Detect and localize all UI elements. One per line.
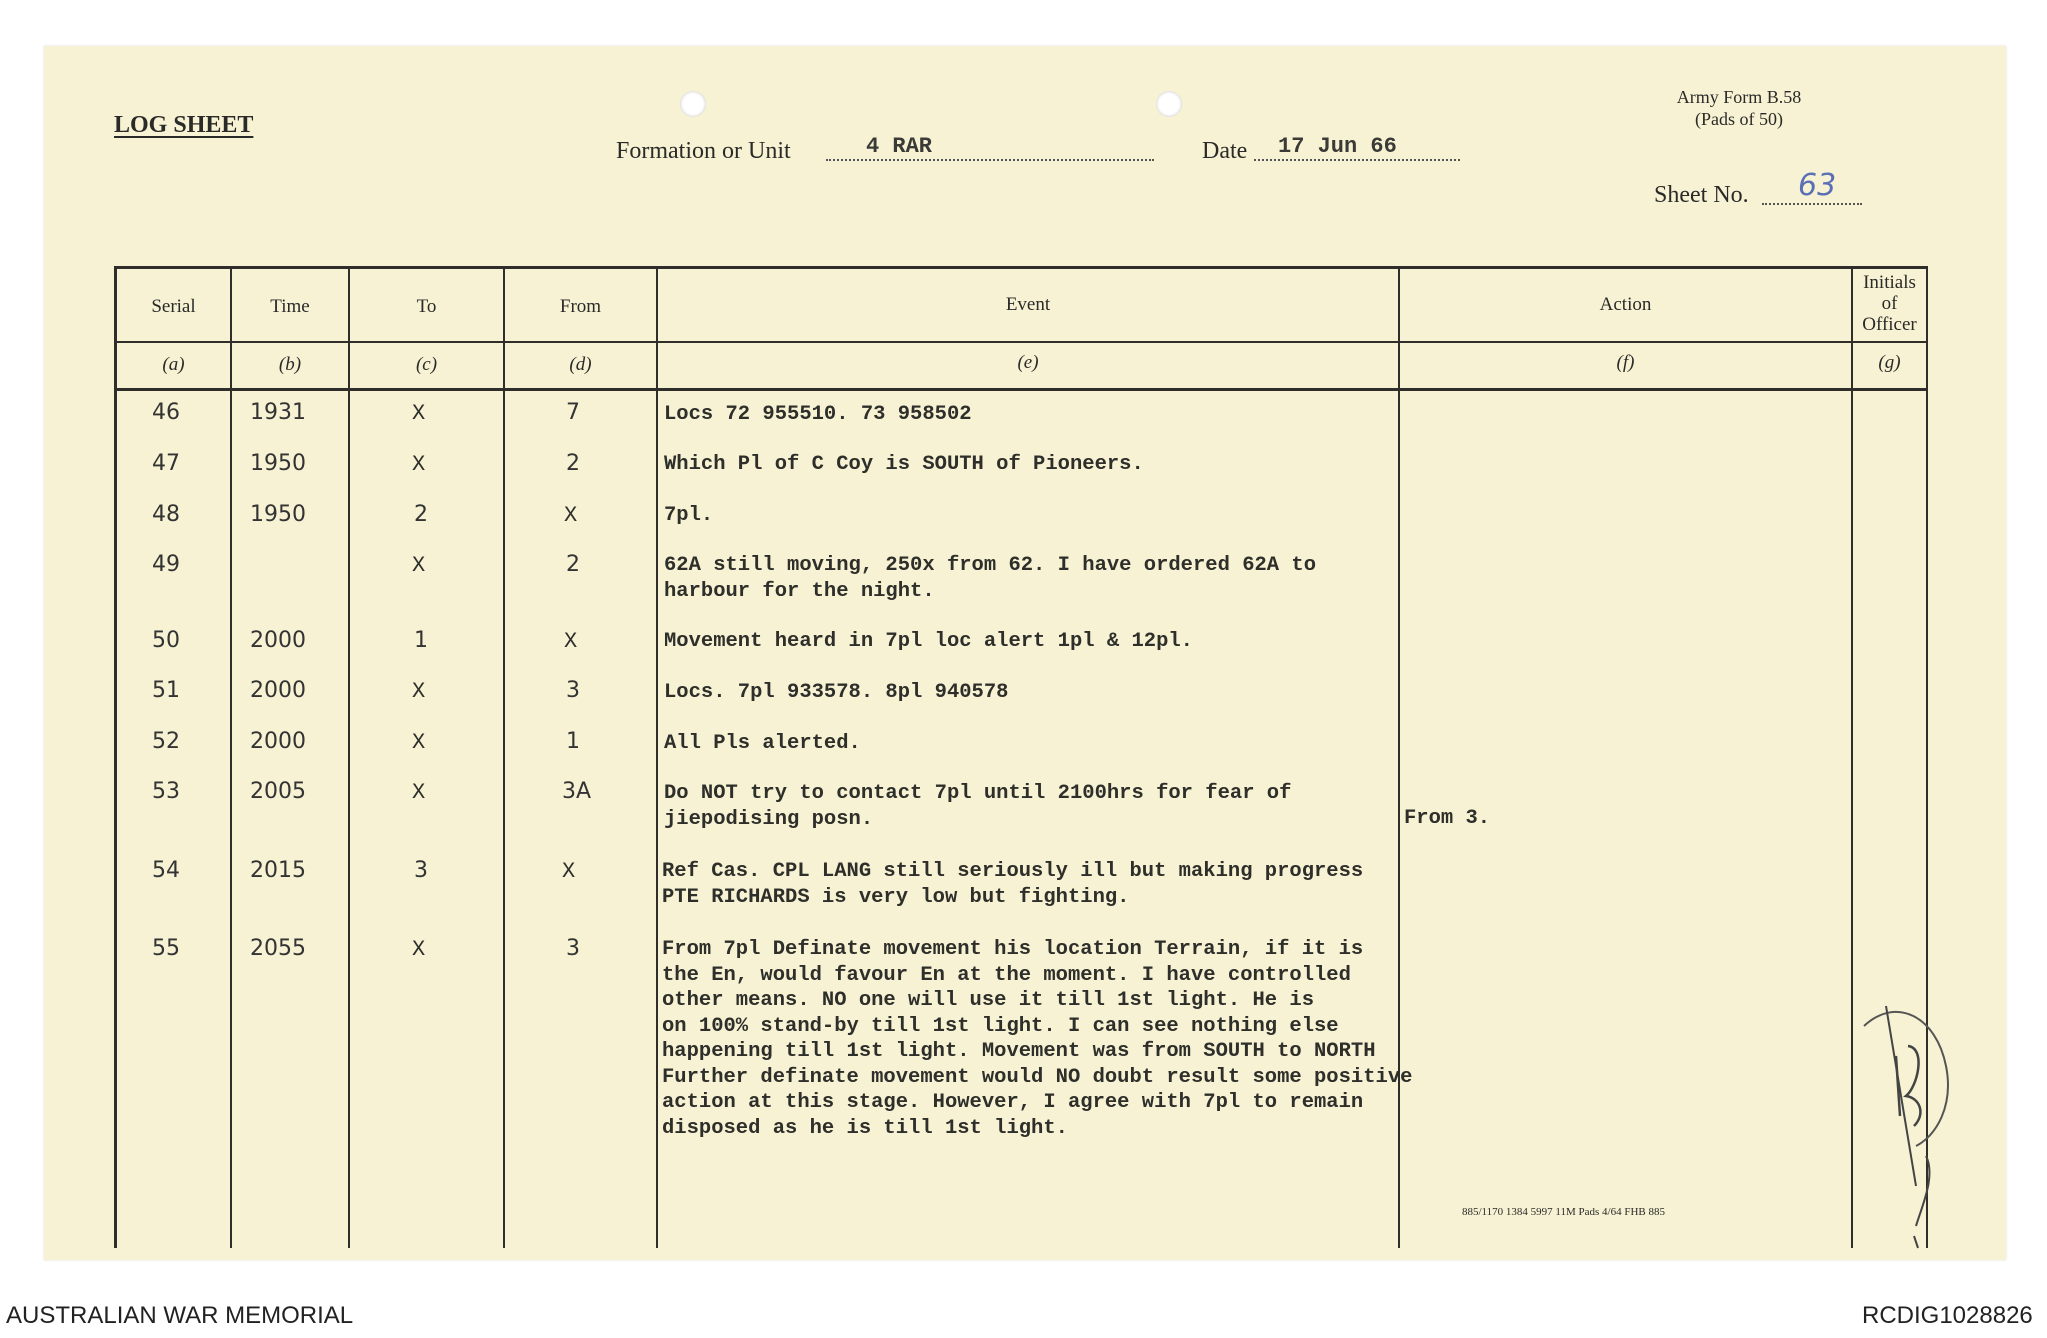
subheader-d: (d) — [569, 354, 592, 375]
row-48-event: 7pl. — [664, 504, 714, 527]
header-to: To — [416, 296, 437, 317]
header-from: From — [559, 296, 602, 317]
header-event: Event — [1005, 294, 1051, 315]
col-border-6 — [1851, 266, 1853, 1248]
row-50-time: 2000 — [250, 628, 306, 653]
row-48-to: 2 — [414, 502, 428, 527]
row-54-from: X — [562, 859, 576, 884]
row-50-to: 1 — [414, 628, 428, 653]
row-49-event: 62A still moving, 250x from 62. I have ordered 62A to harbour for the night. — [664, 554, 1317, 603]
header-initials — [1853, 272, 1926, 335]
unit-dotline — [826, 159, 1154, 161]
row-52-to: X — [412, 730, 426, 755]
col-border-1 — [230, 266, 232, 1248]
row-47-time: 1950 — [250, 451, 306, 476]
row-51-time: 2000 — [250, 678, 306, 703]
sheet-no-label: Sheet No. — [1654, 182, 1749, 208]
row-49-serial: 49 — [152, 552, 180, 577]
row-53-from: 3A — [562, 779, 592, 804]
row-55-serial: 55 — [152, 936, 180, 961]
sheet-no-value: 63 — [1798, 168, 1837, 203]
subheader-c: (c) — [415, 354, 438, 375]
punch-hole-left — [680, 91, 706, 117]
row-46-from: 7 — [566, 400, 580, 425]
row-52-from: 1 — [566, 729, 580, 754]
row-46-event: Locs 72 955510. 73 958502 — [664, 403, 972, 426]
row-47-to: X — [412, 452, 426, 477]
row-54-event: Ref Cas. CPL LANG still seriously ill but making progress PTE RICHARDS is very low but fighting. — [662, 860, 1364, 909]
unit-value: 4 RAR — [866, 134, 933, 159]
army-form-number — [1674, 86, 1804, 130]
table-top-border — [114, 266, 1928, 269]
row-46-serial: 46 — [152, 400, 180, 425]
unit-label: Formation or Unit — [616, 138, 791, 164]
row-54-to: 3 — [414, 858, 428, 883]
subheader-f: (f) — [1616, 352, 1635, 373]
date-value: 17 Jun 66 — [1278, 134, 1397, 159]
sheet-no-dotline — [1762, 203, 1862, 205]
row-50-from: X — [564, 629, 578, 654]
row-49-to: X — [412, 553, 426, 578]
footer-record-id: RCDIG1028826 — [1862, 1302, 2033, 1329]
row-50-serial: 50 — [152, 628, 180, 653]
row-53-to: X — [412, 780, 426, 805]
subheader-g: (g) — [1878, 352, 1901, 373]
row-46-time: 1931 — [250, 400, 306, 425]
col-border-2 — [348, 266, 350, 1248]
row-51-to: X — [412, 679, 426, 704]
row-52-time: 2000 — [250, 729, 306, 754]
date-label: Date — [1202, 138, 1248, 164]
row-46-to: X — [412, 401, 426, 426]
row-53-event: Do NOT try to contact 7pl until 2100hrs for fear of jiepodising posn. — [664, 782, 1292, 831]
row-51-from: 3 — [566, 678, 580, 703]
table-subheader-divider — [114, 388, 1928, 391]
header-time: Time — [270, 296, 310, 317]
subheader-b: (b) — [278, 354, 302, 375]
row-54-time: 2015 — [250, 858, 306, 883]
row-48-from: X — [564, 503, 578, 528]
pads-label: (Pads of 50) — [1695, 109, 1783, 129]
row-55-event: From 7pl Definate movement his location Terrain, if it is the En, would favour En at the moment. I have controlled other means. NO one will use it till 1st light. He is on 100% stand-by till 1st light. I can see nothing else happening till 1st light. Movement was from SOUTH to NORTH Further definate movement would NO doubt result some positive action at this stage. However, I agree with 7pl to remain disposed as he is till 1st light. — [662, 938, 1413, 1140]
subheader-e: (e) — [1017, 352, 1039, 373]
table-header-divider — [114, 341, 1928, 343]
punch-hole-right — [1156, 91, 1182, 117]
row-47-serial: 47 — [152, 451, 180, 476]
row-53-serial: 53 — [152, 779, 180, 804]
row-52-serial: 52 — [152, 729, 180, 754]
header-initials-line-3: Officer — [1862, 314, 1917, 335]
log-sheet-form — [44, 46, 2006, 1260]
row-47-event: Which Pl of C Coy is SOUTH of Pioneers. — [664, 453, 1144, 476]
row-53-action: From 3. — [1404, 807, 1491, 830]
row-51-serial: 51 — [152, 678, 180, 703]
row-50-event: Movement heard in 7pl loc alert 1pl & 12pl. — [664, 630, 1193, 653]
row-52-event: All Pls alerted. — [664, 732, 861, 755]
header-initials-line-1: Initials — [1863, 272, 1916, 293]
footer-archive-name: AUSTRALIAN WAR MEMORIAL — [6, 1302, 354, 1329]
col-border-3 — [503, 266, 505, 1248]
col-border-4 — [656, 266, 658, 1248]
row-49-from: 2 — [566, 552, 580, 577]
header-initials-line-2: of — [1881, 293, 1898, 314]
print-code: 885/1170 1384 5997 11M Pads 4/64 FHB 885 — [1462, 1206, 1666, 1218]
header-action: Action — [1599, 294, 1652, 315]
subheader-a: (a) — [162, 354, 185, 375]
row-48-serial: 48 — [152, 502, 180, 527]
row-55-time: 2055 — [250, 936, 306, 961]
col-border-0 — [114, 266, 117, 1248]
row-48-time: 1950 — [250, 502, 306, 527]
row-51-event: Locs. 7pl 933578. 8pl 940578 — [664, 681, 1009, 704]
row-55-to: X — [412, 937, 426, 962]
row-53-time: 2005 — [250, 779, 306, 804]
row-55-from: 3 — [566, 936, 580, 961]
form-title: LOG SHEET — [114, 112, 254, 138]
officer-signature-image — [1856, 986, 1966, 1256]
header-serial: Serial — [151, 296, 196, 317]
row-47-from: 2 — [566, 451, 580, 476]
row-54-serial: 54 — [152, 858, 180, 883]
army-form-label: Army Form B.58 — [1676, 87, 1802, 107]
date-dotline — [1254, 159, 1460, 161]
